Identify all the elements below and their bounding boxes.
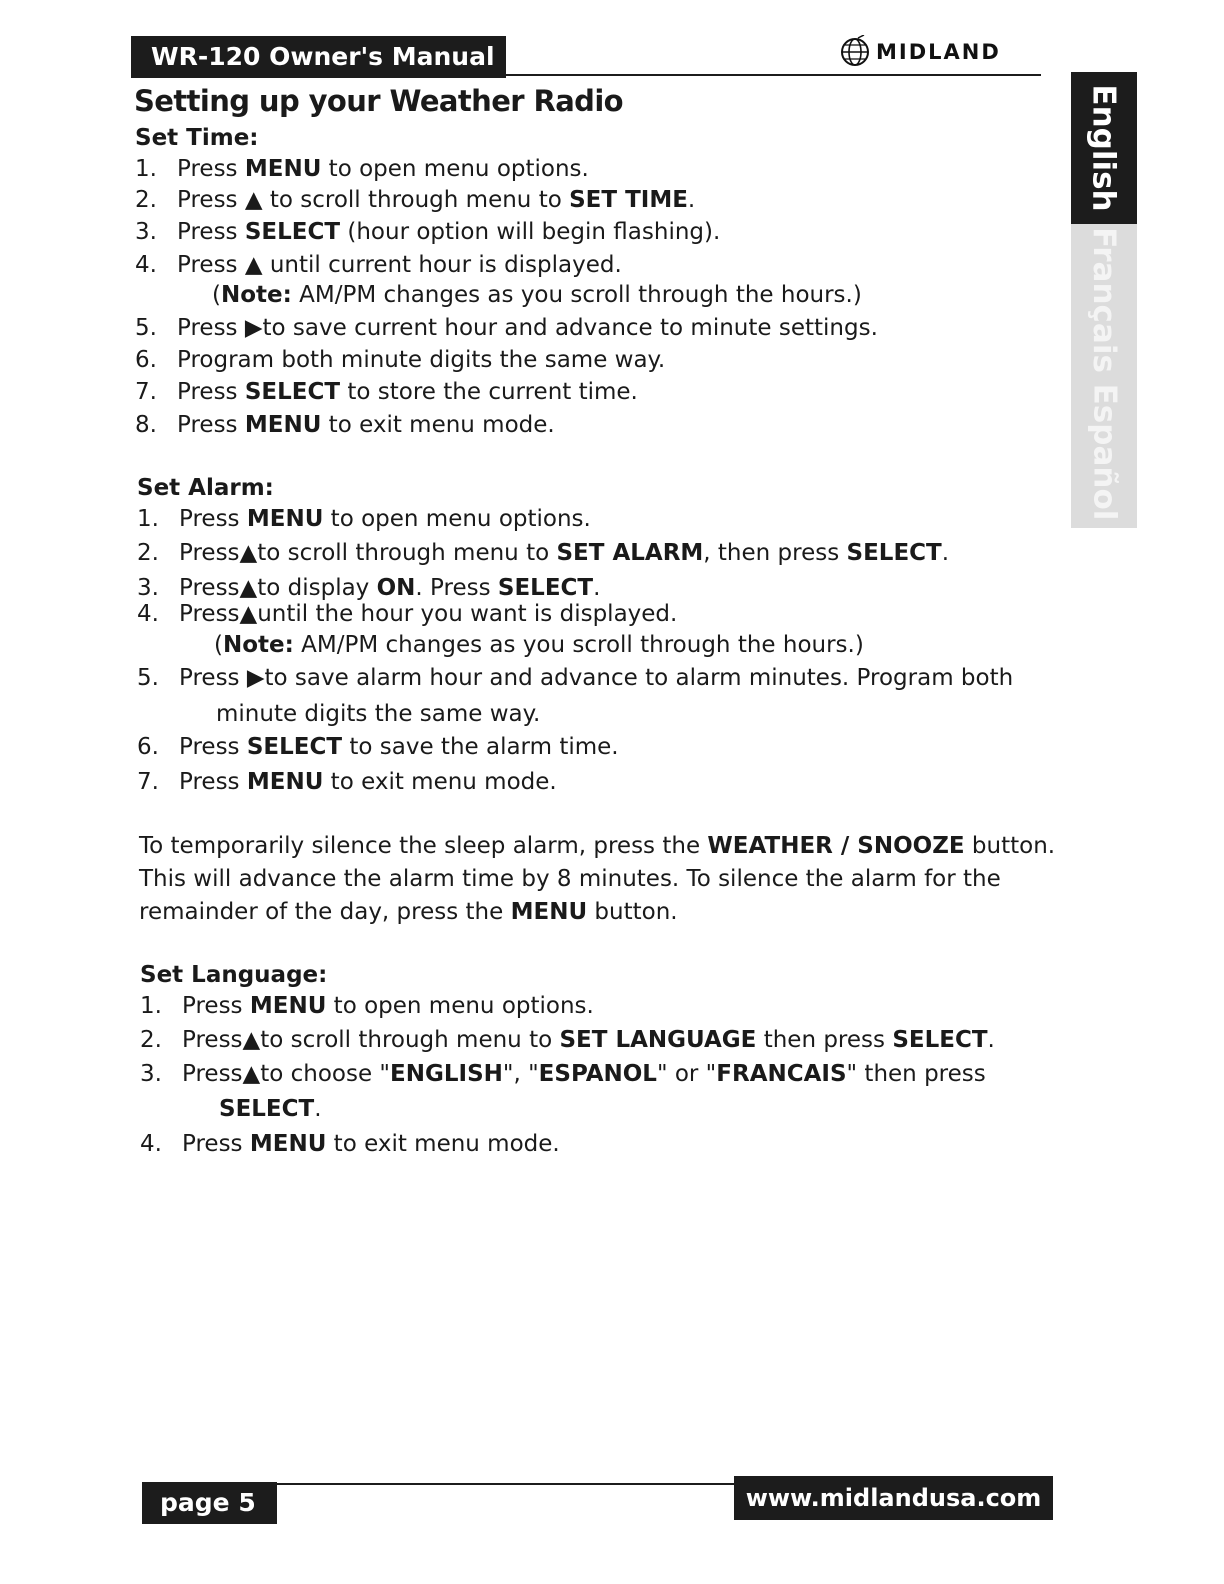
set-alarm-step: 2. Press▲to scroll through menu to SET ALARM, then press SELECT. [137, 540, 950, 566]
set-time-step: 6. Program both minute digits the same way. [135, 347, 666, 373]
set-time-heading: Set Time: [135, 125, 259, 151]
set-alarm-step: 3. Press▲to display ON. Press SELECT. [137, 575, 601, 601]
tab-espanol-label: Español [1086, 383, 1123, 521]
set-time-note: (Note: AM/PM changes as you scroll through the hours.) [212, 282, 862, 308]
brand-logo [838, 32, 1001, 72]
set-time-step: 1. Press MENU to open menu options. [135, 156, 589, 182]
tab-francais-label: Français [1086, 227, 1122, 373]
set-time-step: 7. Press SELECT to store the current time. [135, 379, 638, 405]
tab-francais[interactable] [1071, 224, 1137, 376]
page-title: Setting up your Weather Radio [134, 84, 623, 118]
set-language-step-continuation: SELECT. [219, 1096, 322, 1122]
set-language-step: 2. Press▲to scroll through menu to SET LANGUAGE then press SELECT. [140, 1027, 995, 1053]
set-language-heading: Set Language: [140, 962, 328, 988]
set-alarm-step-continuation: minute digits the same way. [216, 701, 541, 727]
tab-english-label: English [1086, 84, 1122, 212]
brand-name: MIDLAND [876, 40, 1001, 64]
set-alarm-note: (Note: AM/PM changes as you scroll through the hours.) [214, 632, 864, 658]
website-link[interactable]: www.midlandusa.com [734, 1476, 1053, 1520]
set-alarm-heading: Set Alarm: [137, 475, 274, 501]
set-alarm-step: 1. Press MENU to open menu options. [137, 506, 591, 532]
tab-espanol[interactable] [1071, 376, 1137, 528]
set-time-step: 5. Press ▶to save current hour and advance to minute settings. [135, 315, 878, 341]
set-time-step: 3. Press SELECT (hour option will begin flashing). [135, 219, 721, 245]
set-alarm-step: 5. Press ▶to save alarm hour and advance to alarm minutes. Program both [137, 665, 1014, 691]
page-number: page 5 [142, 1482, 277, 1524]
set-alarm-step: 4. Press▲until the hour you want is displayed. [137, 601, 678, 627]
set-time-step: 8. Press MENU to exit menu mode. [135, 412, 555, 438]
set-language-step: 3. Press▲to choose "ENGLISH", "ESPANOL" or "FRANCAIS" then press [140, 1061, 986, 1087]
globe-icon [838, 35, 872, 69]
tab-english[interactable] [1071, 72, 1137, 224]
set-time-step: 4. Press ▲ until current hour is displayed. [135, 252, 622, 278]
set-language-step: 1. Press MENU to open menu options. [140, 993, 594, 1019]
manual-title: WR-120 Owner's Manual [131, 36, 506, 78]
set-alarm-step: 6. Press SELECT to save the alarm time. [137, 734, 619, 760]
set-time-step: 2. Press ▲ to scroll through menu to SET TIME. [135, 187, 696, 213]
set-alarm-step: 7. Press MENU to exit menu mode. [137, 769, 557, 795]
snooze-paragraph: To temporarily silence the sleep alarm, press the WEATHER / SNOOZE button. This will advance the alarm time by 8 minutes. To silence the alarm for the remainder of the day, press the MENU button. [139, 833, 1056, 925]
set-language-step: 4. Press MENU to exit menu mode. [140, 1131, 560, 1157]
